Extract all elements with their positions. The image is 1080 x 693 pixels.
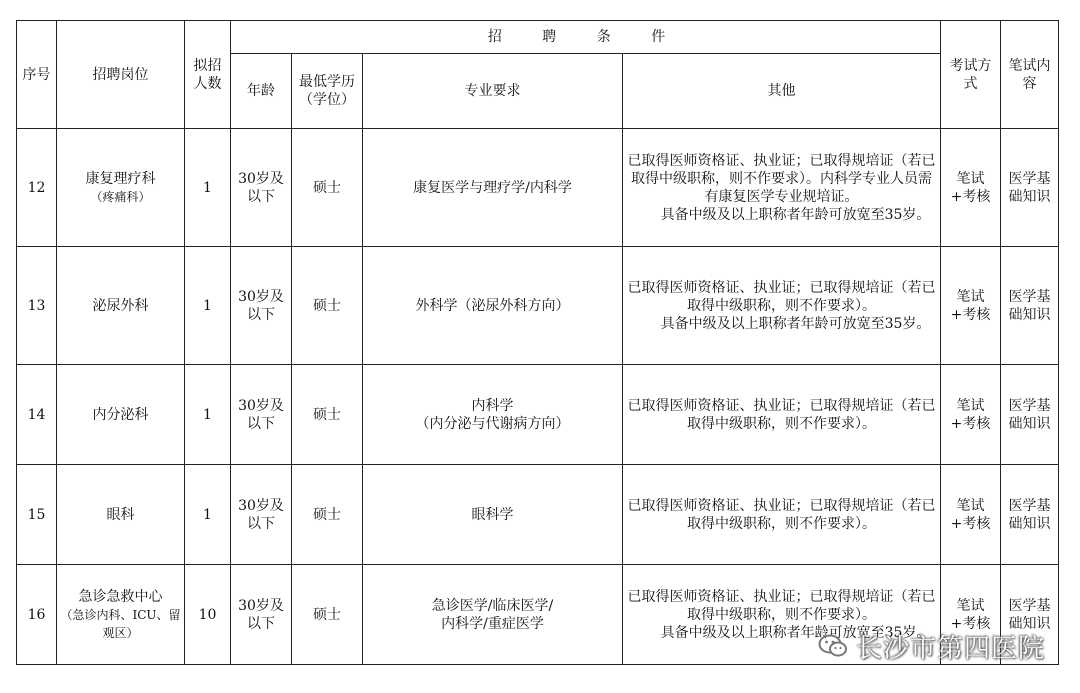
post-subtitle: （急诊内科、ICU、留观区） [60,607,181,640]
major-text: 内科学 [471,397,514,414]
cell-exam: 笔试+考核 [941,465,1001,565]
other-requirement: 已取得医师资格证、执业证；已取得规培证（若已取得中级职称，则不作要求）。 [627,588,936,623]
other-requirement: 具备中级及以上职称者年龄可放宽至35岁。 [660,624,931,641]
cell-num: 1 [185,247,231,365]
cell-post [57,129,185,247]
other-requirement: 具备中级及以上职称者年龄可放宽至35岁。 [660,206,931,223]
cell-content: 医学基础知识 [1001,129,1059,247]
table-body [17,129,1059,665]
cell-other [623,465,941,565]
cell-exam: 笔试+考核 [941,365,1001,465]
cell-age: 30岁及以下 [231,465,292,565]
watermark [818,628,1045,664]
post-name: 急诊急救中心 [78,588,163,605]
cell-age: 30岁及以下 [231,129,292,247]
cell-major [363,129,623,247]
cell-exam: 笔试+考核 [941,565,1001,665]
major-subtext: （内分泌与代谢病方向） [415,415,570,432]
other-requirement: 已取得医师资格证、执业证；已取得规培证（若已取得中级职称，则不作要求）。内科学专业人员需有康复医学专业规培证。 [627,152,936,205]
post-name: 内分泌科 [92,406,149,423]
major-subtext: 内科学/重症医学 [441,615,544,632]
cell-major [363,465,623,565]
header-exam: 考试方式 [941,21,1001,129]
table-row [17,465,1059,565]
major-text: 眼科学 [471,506,514,523]
post-name: 泌尿外科 [92,297,149,314]
header-degree: 最低学历（学位） [292,54,363,129]
cell-degree: 硕士 [292,465,363,565]
header-age: 年龄 [231,54,292,129]
cell-age: 30岁及以下 [231,365,292,465]
cell-num: 1 [185,465,231,565]
cell-seq: 14 [17,365,57,465]
header-major: 专业要求 [363,54,623,129]
other-requirement: 已取得医师资格证、执业证；已取得规培证（若已取得中级职称，则不作要求）。 [627,497,936,532]
other-requirement: 已取得医师资格证、执业证；已取得规培证（若已取得中级职称，则不作要求）。 [627,279,936,314]
wechat-icon [818,633,848,659]
cell-num: 1 [185,129,231,247]
post-subtitle: （疼痛科） [90,189,151,204]
cell-age: 30岁及以下 [231,247,292,365]
cell-post [57,465,185,565]
cell-content: 医学基础知识 [1001,365,1059,465]
cell-num: 10 [185,565,231,665]
cell-other [623,247,941,365]
post-name: 眼科 [106,506,135,523]
cell-major [363,365,623,465]
cell-seq: 16 [17,565,57,665]
header-content: 笔试内容 [1001,21,1059,129]
major-text: 外科学（泌尿外科方向） [415,297,570,314]
cell-num: 1 [185,365,231,465]
cell-content: 医学基础知识 [1001,465,1059,565]
cell-degree: 硕士 [292,129,363,247]
cell-seq: 15 [17,465,57,565]
cell-age: 30岁及以下 [231,565,292,665]
header-other: 其他 [623,54,941,129]
cell-exam: 笔试+考核 [941,247,1001,365]
cell-seq: 13 [17,247,57,365]
cell-post [57,247,185,365]
header-conditions: 招 聘 条 件 [231,21,941,54]
cell-degree: 硕士 [292,565,363,665]
table-row [17,129,1059,247]
table-row [17,247,1059,365]
cell-degree: 硕士 [292,365,363,465]
post-name: 康复理疗科 [85,170,156,187]
cell-post [57,565,185,665]
cell-content: 医学基础知识 [1001,565,1059,665]
major-text: 康复医学与理疗学/内科学 [413,179,572,196]
recruitment-table [16,20,1059,665]
other-requirement: 已取得医师资格证、执业证；已取得规培证（若已取得中级职称，则不作要求）。 [627,397,936,432]
cell-content: 医学基础知识 [1001,247,1059,365]
cell-other [623,365,941,465]
header-seq: 序号 [17,21,57,129]
other-requirement: 具备中级及以上职称者年龄可放宽至35岁。 [660,315,931,332]
header-num: 拟招人数 [185,21,231,129]
cell-post [57,365,185,465]
cell-other [623,129,941,247]
cell-major [363,247,623,365]
cell-seq: 12 [17,129,57,247]
cell-major [363,565,623,665]
cell-exam: 笔试+考核 [941,129,1001,247]
watermark-text: 长沙市第四医院 [856,633,1046,664]
table-row [17,365,1059,465]
cell-degree: 硕士 [292,247,363,365]
major-text: 急诊医学/临床医学/ [431,597,554,614]
header-post: 招聘岗位 [57,21,185,129]
